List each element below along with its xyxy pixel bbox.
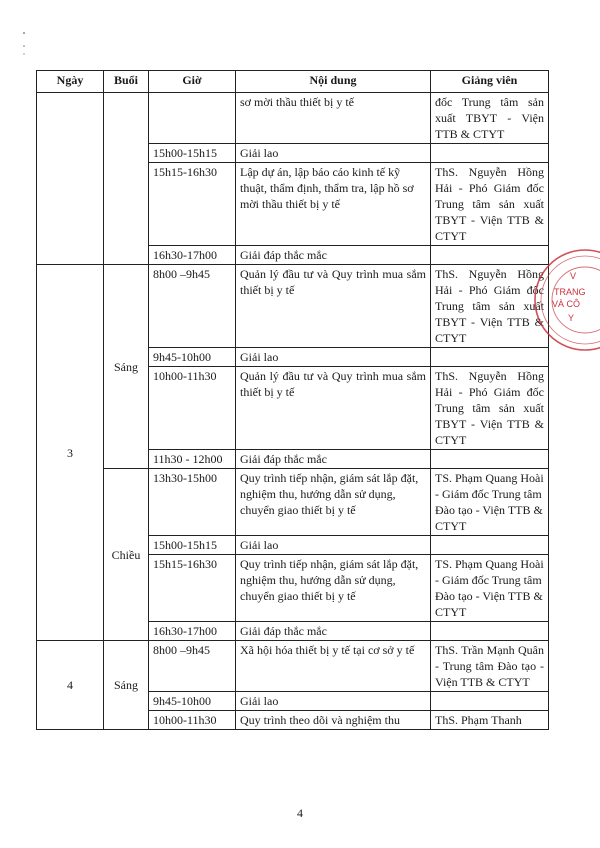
content-cell: Quy trình theo dõi và nghiệm thu: [236, 711, 431, 730]
lecturer-cell: đốc Trung tâm sản xuất TBYT - Viện TTB & CTYT: [431, 93, 549, 144]
time-cell: 10h00-11h30: [149, 711, 236, 730]
stamp-text-line: VÀ CÔ: [552, 299, 581, 309]
content-cell: Giải lao: [236, 692, 431, 711]
time-cell: 8h00 –9h45: [149, 641, 236, 692]
session-cell: Sáng: [104, 641, 149, 730]
header-session: Buổi: [104, 71, 149, 93]
lecturer-cell: ThS. Trần Mạnh Quân - Trung tâm Đào tạo - Viện TTB & CTYT: [431, 641, 549, 692]
header-time: Giờ: [149, 71, 236, 93]
content-cell: Xã hội hóa thiết bị y tế tại cơ sở y tế: [236, 641, 431, 692]
margin-marks: [22, 30, 26, 56]
content-cell: Lập dự án, lập báo cáo kinh tế kỹ thuật, thẩm định, thẩm tra, lập hồ sơ mời thầu thiết bị y tế: [236, 163, 431, 246]
content-cell: Giải lao: [236, 348, 431, 367]
time-cell: 10h00-11h30: [149, 367, 236, 450]
content-cell: sơ mời thầu thiết bị y tế: [236, 93, 431, 144]
session-cell: [104, 93, 149, 265]
content-cell: Giải đáp thắc mắc: [236, 622, 431, 641]
header-row: [37, 71, 549, 93]
lecturer-cell: [431, 450, 549, 469]
day-cell: [37, 93, 104, 265]
content-cell: Giải lao: [236, 536, 431, 555]
time-cell: 9h45-10h00: [149, 692, 236, 711]
day-cell: 3: [37, 265, 104, 641]
lecturer-cell: ThS. Nguyễn Hồng Hải - Phó Giám đốc Trung tâm sản xuất TBYT - Viện TTB & CTYT: [431, 265, 549, 348]
table-row: [37, 265, 549, 348]
stamp-text-line: Y: [568, 313, 575, 323]
lecturer-cell: ThS. Nguyễn Hồng Hải - Phó Giám đốc Trung tâm sản xuất TBYT - Viện TTB & CTYT: [431, 367, 549, 450]
content-cell: Quy trình tiếp nhận, giám sát lắp đặt, nghiệm thu, hướng dẫn sử dụng, chuyển giao thiết bị y tế: [236, 469, 431, 536]
time-cell: 9h45-10h00: [149, 348, 236, 367]
official-stamp: [530, 245, 600, 355]
content-cell: Giải đáp thắc mắc: [236, 450, 431, 469]
lecturer-cell: [431, 536, 549, 555]
time-cell: 15h15-16h30: [149, 555, 236, 622]
time-cell: 16h30-17h00: [149, 246, 236, 265]
time-cell: 13h30-15h00: [149, 469, 236, 536]
lecturer-cell: [431, 622, 549, 641]
lecturer-cell: [431, 692, 549, 711]
lecturer-cell: TS. Phạm Quang Hoài - Giám đốc Trung tâm Đào tạo - Viện TTB & CTYT: [431, 469, 549, 536]
table-row: [37, 93, 549, 144]
content-cell: Giải lao: [236, 144, 431, 163]
content-cell: Quy trình tiếp nhận, giám sát lắp đặt, nghiệm thu, hướng dẫn sử dụng, chuyển giao thiết bị y tế: [236, 555, 431, 622]
lecturer-cell: TS. Phạm Quang Hoài - Giám đốc Trung tâm Đào tạo - Viện TTB & CTYT: [431, 555, 549, 622]
time-cell: 15h00-15h15: [149, 144, 236, 163]
stamp-text-line: TRANG: [554, 287, 586, 297]
header-content: Nội dung: [236, 71, 431, 93]
lecturer-cell: ThS. Phạm Thanh: [431, 711, 549, 730]
schedule-table: [36, 70, 549, 730]
table-row: [37, 469, 549, 536]
time-cell: 15h15-16h30: [149, 163, 236, 246]
lecturer-cell: ThS. Nguyễn Hồng Hải - Phó Giám đốc Trung tâm sản xuất TBYT - Viện TTB & CTYT: [431, 163, 549, 246]
content-cell: Quản lý đầu tư và Quy trình mua sắm thiết bị y tế: [236, 367, 431, 450]
table-row: [37, 641, 549, 692]
session-cell: Chiều: [104, 469, 149, 641]
session-cell: Sáng: [104, 265, 149, 469]
lecturer-cell: [431, 144, 549, 163]
day-cell: 4: [37, 641, 104, 730]
header-lecturer: Giảng viên: [431, 71, 549, 93]
time-cell: 16h30-17h00: [149, 622, 236, 641]
time-cell: [149, 93, 236, 144]
content-cell: Giải đáp thắc mắc: [236, 246, 431, 265]
time-cell: 15h00-15h15: [149, 536, 236, 555]
time-cell: 8h00 –9h45: [149, 265, 236, 348]
header-day: Ngày: [37, 71, 104, 93]
stamp-text-line: V: [570, 271, 577, 281]
page-number: 4: [297, 806, 303, 820]
content-cell: Quản lý đầu tư và Quy trình mua sắm thiết bị y tế: [236, 265, 431, 348]
time-cell: 11h30 - 12h00: [149, 450, 236, 469]
